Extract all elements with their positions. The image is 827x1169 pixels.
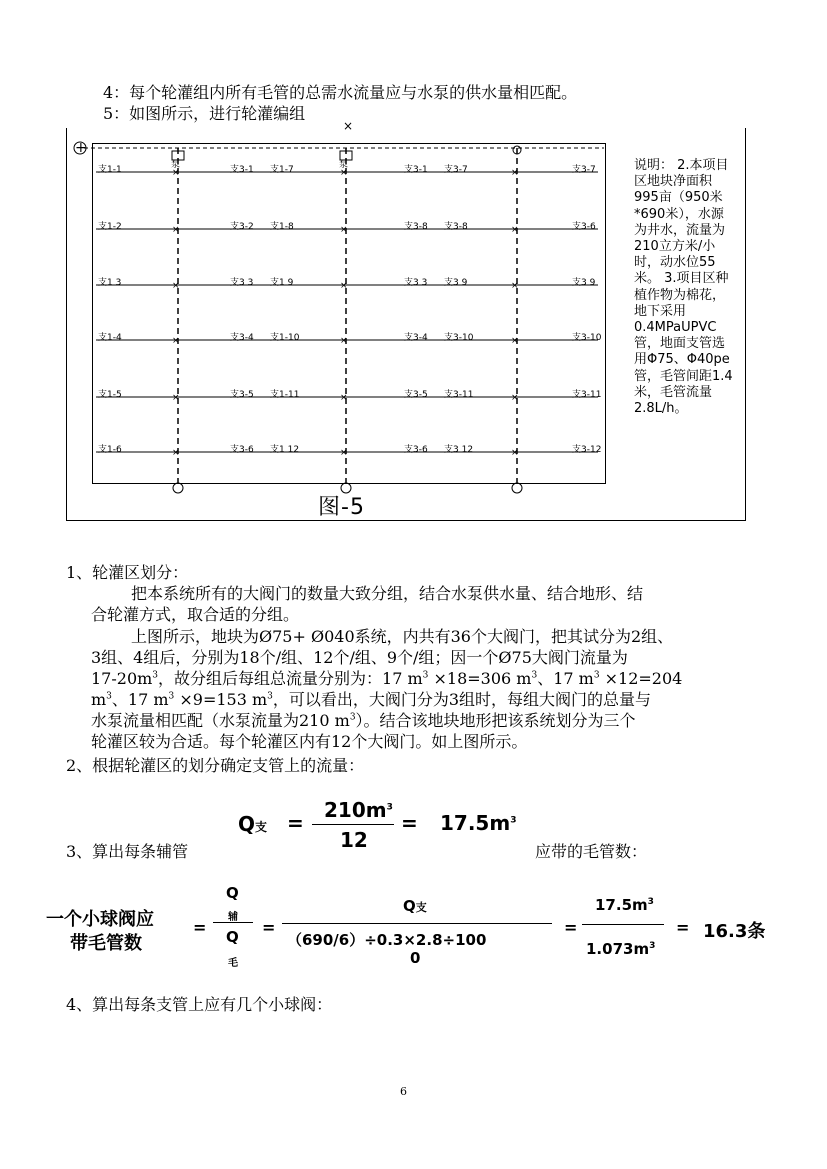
valve-icon: ×: [172, 225, 180, 235]
lateral-tag: 支3-1: [404, 165, 428, 175]
valve-icon: ×: [172, 448, 180, 458]
formula-eq2: =: [401, 811, 418, 835]
lateral-tag: 支3-8: [404, 222, 428, 232]
valve-icon: ×: [172, 336, 180, 346]
formula3-f3-num: $17.5m^3$: [595, 896, 654, 914]
valve-icon: ×: [340, 336, 348, 346]
formula3-eq4: =: [676, 918, 690, 937]
formula3-eq2: =: [262, 918, 276, 937]
list-item-5: 5：如图所示，进行轮灌编组: [103, 104, 306, 123]
lateral-tag: 支1-7: [270, 165, 294, 175]
section1-p2d: $m^3$、17 $m^3 \times 9=153$ $m^3$，可以看出，大阀门分为3组时，每组大阀门的总量与: [91, 690, 652, 709]
valve-icon: ×: [340, 393, 348, 403]
valve-icon: ×: [340, 448, 348, 458]
lateral-tag: 支3-6: [572, 222, 596, 232]
formula-num: $210m^3$: [324, 798, 393, 822]
formula-label-1: 一个小球阀应: [46, 909, 154, 930]
valve-icon: ×: [340, 281, 348, 291]
formula3-f1-num: Q: [226, 884, 239, 902]
fraction-bar: [282, 923, 552, 924]
lateral-tag: 支1-5: [98, 390, 122, 400]
lateral-tag: 支1 3: [98, 278, 122, 288]
lateral-tag: 支3-4: [230, 333, 254, 343]
formula3-eq3: =: [564, 918, 578, 937]
list-item-4: 4：每个轮灌组内所有毛管的总需水流量应与水泵的供水量相匹配。: [103, 83, 578, 102]
figure-notes: 说明： 2.本项目区地块净面积995亩（950米*690米），水源为井水，流量为210立方米/小时，动水位55米。 3.项目区种植作物为棉花，地下采用0.4MPaUPVC管，地面支管选用Φ75、Φ40pe管，毛管间距1.4米，毛管流量2.8L/h。: [634, 158, 733, 417]
section3-heading: 3、算出每条辅管: [66, 842, 189, 861]
lateral-tag: 支3-6: [404, 445, 428, 455]
lateral-tag: 支3-11: [444, 390, 474, 400]
lateral-tag: 支1-6: [98, 445, 122, 455]
lateral-tag: 支3-2: [230, 222, 254, 232]
formula3-f3-den: $1.073m^3$: [586, 940, 656, 958]
section1-p2e: 水泵流量相匹配（水泵流量为210 $m^3$）。结合该地块地形把该系统划分为三个: [91, 711, 636, 730]
valve-icon: ×: [172, 281, 180, 291]
section1-p2a: 上图所示，地块为Ø75+ Ø040系统，内共有36个大阀门，把其试分为2组、: [131, 627, 674, 646]
formula3-f1-den: Q: [226, 928, 239, 946]
fraction-bar: [312, 824, 394, 825]
lateral-tag: 支3-7: [444, 165, 468, 175]
formula-result: $17.5m^3$: [440, 811, 517, 835]
formula3-f1-den-sub: 毛: [228, 958, 238, 969]
lateral-tag: 支3-5: [230, 390, 254, 400]
lateral-tag: 支3-7: [572, 165, 596, 175]
lateral-tag: 支1 9: [270, 278, 294, 288]
valve-icon: ×: [511, 168, 519, 178]
section1-p2b: 3组、4组后，分别为18个/组、12个/组、9个/组；因一个Ø75大阀门流量为: [91, 648, 628, 667]
lateral-tag: 支1-11: [270, 390, 300, 400]
lateral-tag: 支1-10: [270, 333, 300, 343]
page-number: 6: [400, 1085, 407, 1098]
lateral-tag: 支3-12: [572, 445, 602, 455]
lateral-tag: 支3-5: [404, 390, 428, 400]
lateral-tag: 支3 9: [444, 278, 468, 288]
lateral-tag: 支3 3: [230, 278, 254, 288]
lateral-tag: 支3 9: [572, 278, 596, 288]
formula-label-2: 带毛管数: [70, 933, 142, 954]
pump-mark: ×: [343, 119, 354, 133]
formula3-f2-num: Q支: [403, 897, 427, 915]
section1-p1b: 合轮灌方式，取合适的分组。: [91, 605, 300, 624]
lateral-tag: 支3-11: [572, 390, 602, 400]
valve-icon: ×: [511, 448, 519, 458]
pump-label-2: 泵: [339, 160, 349, 170]
lateral-tag: 支3 3: [404, 278, 428, 288]
formula3-result: 16.3条: [703, 921, 766, 942]
valve-icon: ×: [511, 336, 519, 346]
valve-icon: ×: [511, 225, 519, 235]
figure-caption: 图-5: [318, 495, 365, 520]
lateral-tag: 支3-10: [572, 333, 602, 343]
section1-p1a: 把本系统所有的大阀门的数量大致分组，结合水泵供水量、结合地形、结: [131, 584, 644, 603]
lateral-tag: 支1-8: [270, 222, 294, 232]
section1-p2f: 轮灌区较为合适。每个轮灌区内有12个大阀门。如上图所示。: [91, 732, 528, 751]
formula3-eq1: =: [193, 918, 207, 937]
section3-tail: 应带的毛管数：: [535, 842, 648, 861]
lateral-tag: 支1-2: [98, 222, 122, 232]
lateral-tag: 支3-10: [444, 333, 474, 343]
valve-icon: ×: [511, 281, 519, 291]
fraction-bar: [213, 922, 253, 923]
valve-icon: ×: [511, 393, 519, 403]
lateral-tag: 支3-4: [404, 333, 428, 343]
valve-icon: ×: [172, 168, 180, 178]
pump-label-1: 泵: [171, 160, 181, 170]
formula-eq: =: [287, 811, 304, 835]
fraction-bar: [582, 924, 664, 925]
section4-heading: 4、算出每条支管上应有几个小球阀：: [66, 995, 333, 1014]
lateral-tag: 支1 12: [270, 445, 300, 455]
lateral-tag: 支3-8: [444, 222, 468, 232]
formula-den: 12: [340, 828, 368, 852]
formula3-f2-den: （690/6）÷0.3×2.8÷100: [287, 931, 487, 949]
section1-heading: 1、轮灌区划分：: [66, 563, 189, 582]
section1-p2c: $17-20m^3$，故分组后每组总流量分别为：17 $m^3 \times 18=306$ $m^3$、17 $m^3 \times 12=204$: [91, 669, 683, 688]
lateral-tag: 支3-1: [230, 165, 254, 175]
formula-q: Q支: [238, 812, 268, 836]
valve-icon: ×: [172, 393, 180, 403]
lateral-tag: 支3 12: [444, 445, 474, 455]
section2-heading: 2、根据轮灌区的划分确定支管上的流量：: [66, 756, 365, 775]
plus-mark: +: [75, 140, 87, 156]
lateral-tag: 支1-4: [98, 333, 122, 343]
formula3-f1-num-sub: 辅: [228, 912, 238, 923]
valve-icon: ×: [340, 225, 348, 235]
lateral-tag: 支3-6: [230, 445, 254, 455]
valve-icon: ×: [340, 168, 348, 178]
formula3-f2-den2: 0: [410, 949, 421, 967]
lateral-tag: 支1-1: [98, 165, 122, 175]
